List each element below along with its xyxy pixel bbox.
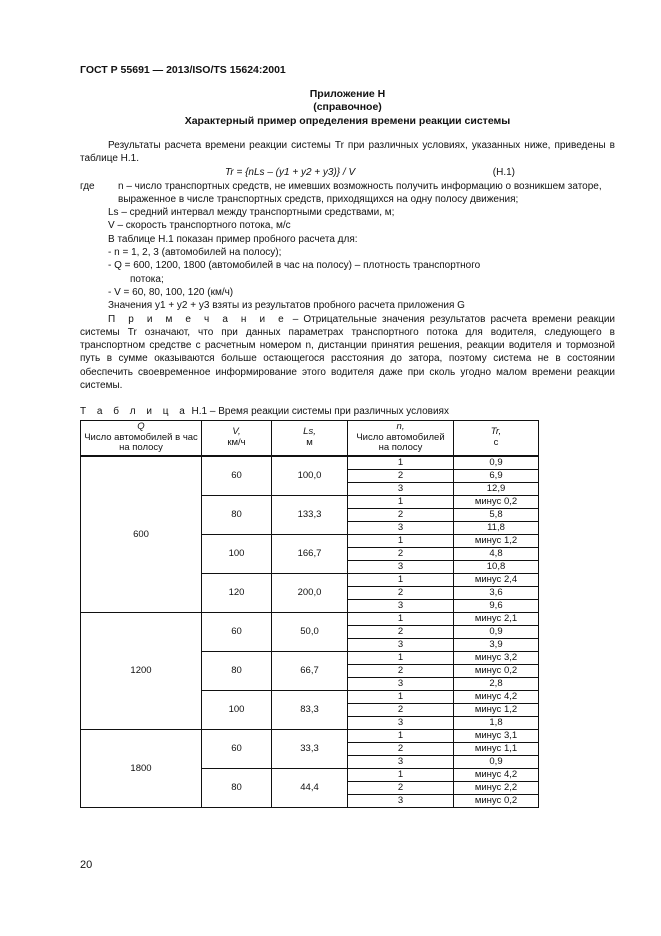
cell-tr: минус 2,1 (454, 612, 539, 625)
table-row (81, 456, 539, 470)
cell-n: 3 (348, 638, 454, 651)
note-paragraph (80, 313, 615, 393)
cell-tr: минус 1,2 (454, 703, 539, 716)
formula-number: (Н.1) (492, 166, 515, 178)
cell-tr: минус 2,2 (454, 781, 539, 794)
cell-v: 60 (202, 612, 272, 651)
cell-n: 3 (348, 560, 454, 573)
cell-tr: минус 3,2 (454, 651, 539, 664)
example-item-v: - V = 60, 80, 100, 120 (км/ч) (108, 286, 234, 298)
appendix-title: Приложение Н (309, 88, 386, 100)
cell-tr: 1,8 (454, 716, 539, 729)
cell-tr: 0,9 (454, 625, 539, 638)
cell-tr: минус 0,2 (454, 495, 539, 508)
cell-ls: 200,0 (272, 573, 348, 612)
cell-n: 2 (348, 742, 454, 755)
formula-line (80, 166, 615, 180)
cell-tr: 3,6 (454, 586, 539, 599)
header-ls: Ls, м (272, 421, 348, 456)
table-caption-text: Н.1 – Время реакции системы при различных условиях (188, 406, 449, 417)
cell-tr: минус 1,2 (454, 534, 539, 547)
table-header-row (81, 421, 539, 456)
cell-n: 3 (348, 599, 454, 612)
definition-n-text: n – число транспортных средств, не имевших возможность получить информацию о возникшем заторе, выраженное в числе транспортных средств, приходящихся на одну полосу движения; (118, 180, 602, 205)
header-n: n, Число автомобилей на полосу (348, 421, 454, 456)
cell-tr: 5,8 (454, 508, 539, 521)
cell-n: 3 (348, 755, 454, 768)
cell-v: 100 (202, 534, 272, 573)
appendix-heading: Характерный пример определения времени реакции системы (184, 115, 511, 127)
cell-n: 1 (348, 768, 454, 781)
document-header: ГОСТ Р 55691 — 2013/ISO/TS 15624:2001 (80, 64, 286, 76)
cell-v: 80 (202, 495, 272, 534)
cell-n: 2 (348, 703, 454, 716)
cell-tr: 12,9 (454, 482, 539, 495)
appendix-subtitle: (справочное) (313, 101, 382, 113)
cell-tr: 3,9 (454, 638, 539, 651)
cell-n: 1 (348, 612, 454, 625)
cell-tr: минус 3,1 (454, 729, 539, 742)
cell-v: 80 (202, 768, 272, 807)
cell-q: 1800 (81, 729, 202, 807)
table-caption (80, 406, 449, 417)
cell-n: 1 (348, 495, 454, 508)
definition-v: V – скорость транспортного потока, м/с (108, 220, 291, 232)
cell-n: 1 (348, 534, 454, 547)
values-note: Значения y1 + y2 + y3 взяты из результатов пробного расчета приложения G (108, 300, 465, 312)
cell-n: 1 (348, 573, 454, 586)
cell-tr: 0,9 (454, 456, 539, 470)
cell-q: 1200 (81, 612, 202, 729)
cell-n: 1 (348, 456, 454, 470)
cell-tr: 10,8 (454, 560, 539, 573)
cell-n: 1 (348, 729, 454, 742)
cell-v: 80 (202, 651, 272, 690)
cell-tr: минус 4,2 (454, 690, 539, 703)
header-tr: Tr, с (454, 421, 539, 456)
cell-v: 120 (202, 573, 272, 612)
intro-paragraph: Результаты расчета времени реакции системы Tr при различных условиях, указанных ниже, приведены в таблице Н.1. (80, 140, 615, 165)
cell-q: 600 (81, 456, 202, 613)
formula-expression: Tr = {nLs – (y1 + y2 + y3)} / V (225, 166, 356, 178)
where-label: где (80, 180, 95, 192)
table-body (81, 456, 539, 808)
cell-n: 3 (348, 482, 454, 495)
cell-n: 3 (348, 521, 454, 534)
cell-n: 1 (348, 651, 454, 664)
reaction-time-table (80, 420, 539, 808)
cell-ls: 133,3 (272, 495, 348, 534)
cell-ls: 66,7 (272, 651, 348, 690)
cell-n: 2 (348, 664, 454, 677)
cell-n: 2 (348, 586, 454, 599)
header-q: Q Число автомобилей в час на полосу (81, 421, 202, 456)
cell-tr: 4,8 (454, 547, 539, 560)
example-lead: В таблице Н.1 показан пример пробного расчета для: (108, 233, 358, 245)
cell-n: 2 (348, 547, 454, 560)
cell-tr: 2,8 (454, 677, 539, 690)
cell-n: 2 (348, 625, 454, 638)
cell-tr: минус 0,2 (454, 664, 539, 677)
cell-n: 2 (348, 469, 454, 482)
cell-tr: 11,8 (454, 521, 539, 534)
cell-n: 3 (348, 677, 454, 690)
definition-n (80, 180, 615, 207)
example-item-q-cont: потока; (130, 273, 164, 285)
example-item-q: - Q = 600, 1200, 1800 (автомобилей в час на полосу) – плотность транспортного (108, 260, 481, 272)
cell-tr: 0,9 (454, 755, 539, 768)
example-item-n: - n = 1, 2, 3 (автомобилей на полосу); (108, 247, 282, 259)
cell-n: 2 (348, 781, 454, 794)
cell-v: 100 (202, 690, 272, 729)
cell-v: 60 (202, 729, 272, 768)
note-label: П р и м е ч а н и е (108, 313, 288, 325)
cell-n: 2 (348, 508, 454, 521)
cell-tr: 9,6 (454, 599, 539, 612)
cell-ls: 83,3 (272, 690, 348, 729)
cell-v: 60 (202, 456, 272, 496)
note-text: – Отрицательные значения результатов расчета времени реакции системы Tr означают, что при данных параметрах транспортного потока для водителя, следующего в транспортном средстве с расчетным номером n, дистанции принятия решения, реакции водителя и тормозной путь в сумме оказываются больше остающегося расстояния до затора, поэтому система не в состоянии обеспечить своевременное информирование этого водителя даже при сколь угодно малом времени реакции системы. (80, 313, 615, 392)
cell-ls: 44,4 (272, 768, 348, 807)
table-row (81, 729, 539, 742)
table-caption-label: Т а б л и ц а (80, 406, 189, 417)
page-number: 20 (80, 859, 93, 871)
table-row (81, 612, 539, 625)
cell-ls: 33,3 (272, 729, 348, 768)
cell-tr: минус 1,1 (454, 742, 539, 755)
cell-ls: 100,0 (272, 456, 348, 496)
cell-n: 1 (348, 690, 454, 703)
cell-ls: 50,0 (272, 612, 348, 651)
body-text (80, 139, 615, 392)
definition-ls: Ls – средний интервал между транспортными средствами, м; (108, 207, 395, 219)
cell-n: 3 (348, 716, 454, 729)
cell-tr: минус 0,2 (454, 794, 539, 807)
cell-tr: минус 2,4 (454, 573, 539, 586)
cell-tr: 6,9 (454, 469, 539, 482)
cell-n: 3 (348, 794, 454, 807)
cell-ls: 166,7 (272, 534, 348, 573)
cell-tr: минус 4,2 (454, 768, 539, 781)
header-v: V, км/ч (202, 421, 272, 456)
